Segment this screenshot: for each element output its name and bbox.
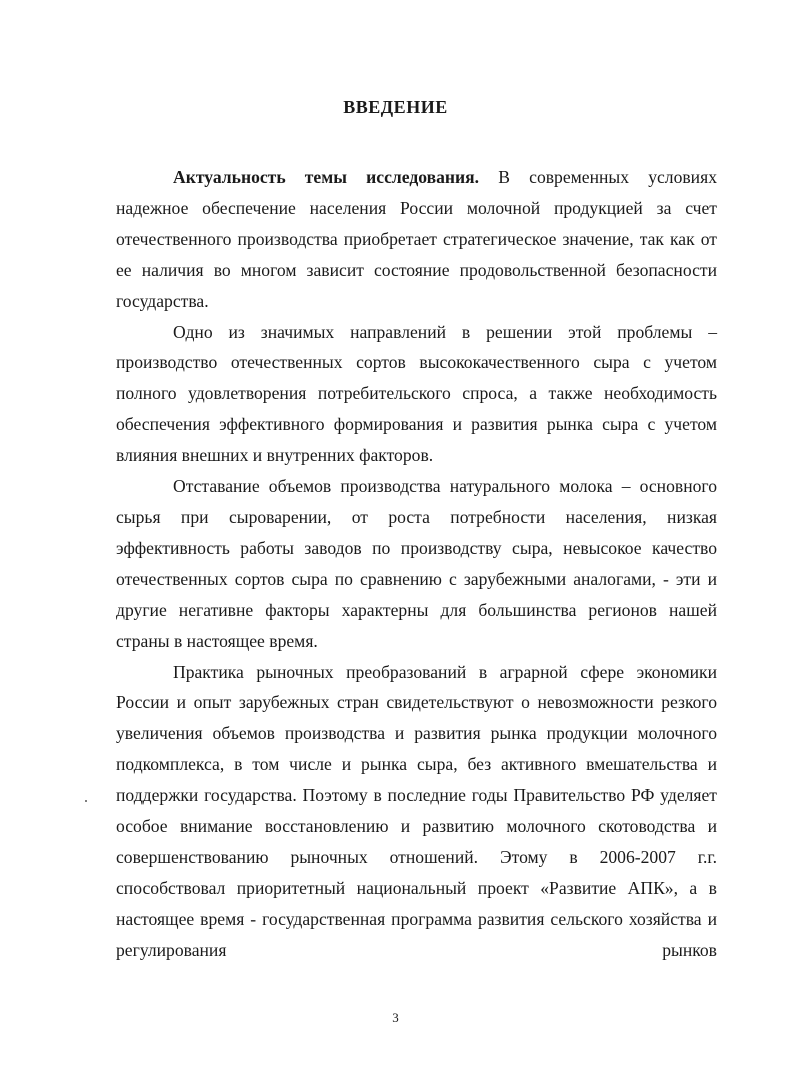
page-title: ВВЕДЕНИЕ: [343, 97, 448, 117]
paragraph-text: В современных условиях надежное обеспечение населения России молочной продукцией за счет отечественного производства приобретает стратегическое значение, так как от ее наличия во многом зависит состояние продовольственной безопасности государства.: [116, 167, 717, 311]
body-text: [116, 162, 717, 966]
page-number: 3: [392, 1010, 399, 1025]
paragraph-direction: Одно из значимых направлений в решении этой проблемы – производство отечественных сортов высококачественного сыра с учетом полного удовлетворения потребительского спроса, а также необходимость обеспечения эффективного формирования и развития рынка сыра с учетом влияния внешних и внутренних факторов.: [116, 321, 717, 466]
paragraph-relevance: [116, 162, 717, 317]
paragraph-lag: Отставание объемов производства натурального молока – основного сырья при сыроварении, от роста потребности населения, низкая эффективность работы заводов по производству сыра, невысокое качество отечественных сортов сыра по сравнению с зарубежными аналогами, - эти и другие негативне факторы характерны для большинства регионов нашей страны в настоящее время.: [116, 476, 717, 651]
scan-artifact-dot: [85, 800, 87, 802]
paragraph-lead: Актуальность темы исследования.: [173, 167, 480, 187]
paragraph-practice: Практика рыночных преобразований в аграрной сфере экономики России и опыт зарубежных стран свидетельствуют о невозможности резкого увеличения объемов производства и развития рынка продукции молочного подкомплекса, в том числе и рынка сыра, без активного вмешательства и поддержки государства. Поэтому в последние годы Правительство РФ уделяет особое внимание восстановлению и развитию молочного скотоводства и совершенствованию рыночных отношений. Этому в 2006-2007 г.г. способствовал приоритетный национальный проект «Развитие АПК», а в настоящее время - государственная программа развития сельского хозяйства и регулирования рынков: [116, 661, 717, 960]
